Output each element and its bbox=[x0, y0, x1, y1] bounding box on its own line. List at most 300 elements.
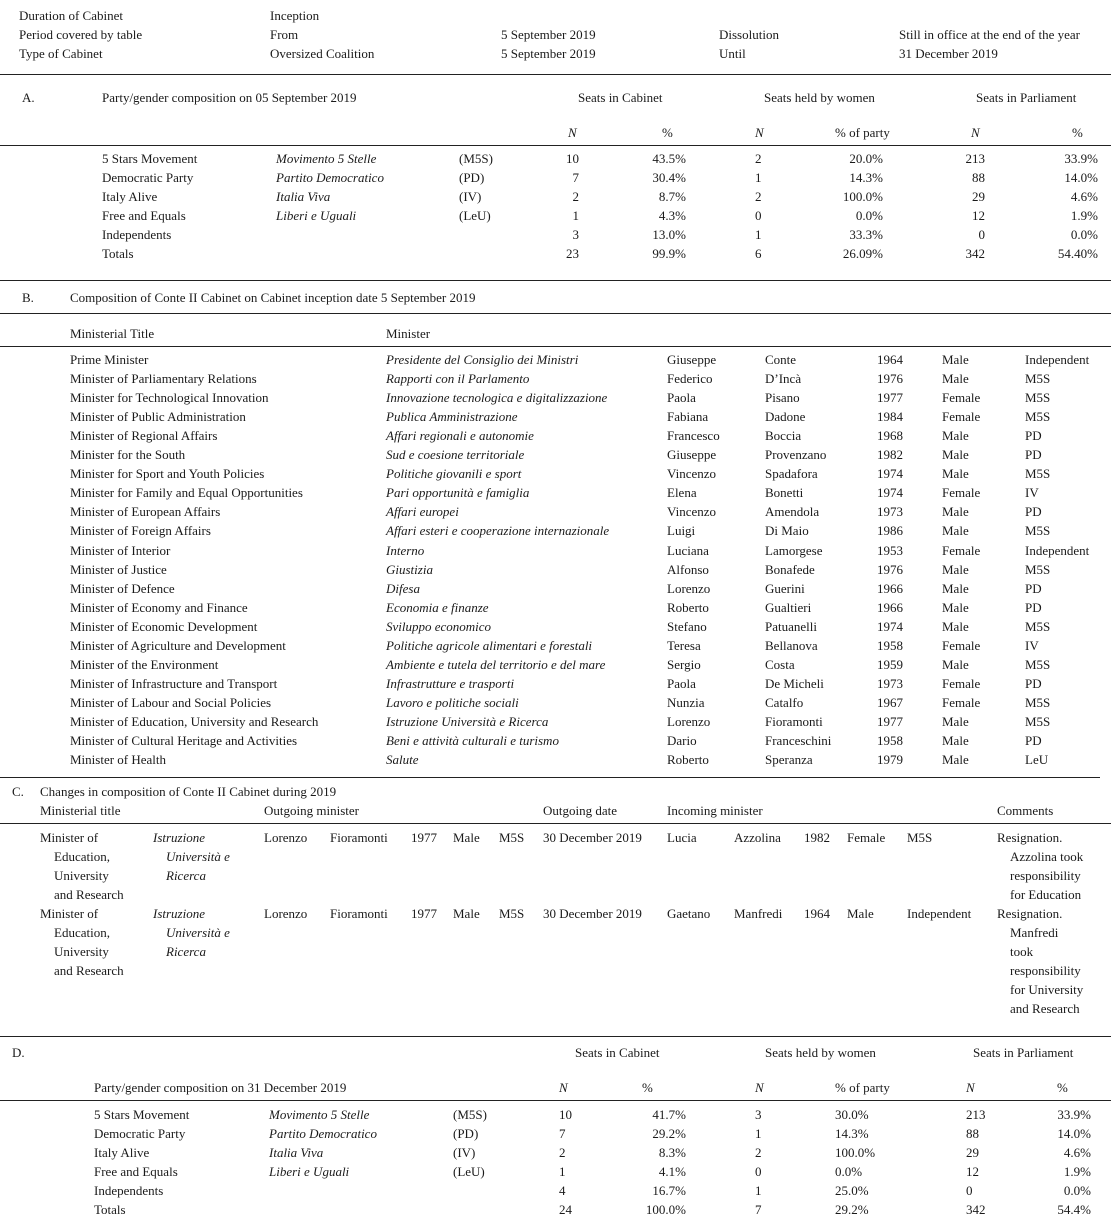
minister-first-name: Nunzia bbox=[667, 694, 705, 710]
cabinet-pct: 4.1% bbox=[658, 1164, 686, 1179]
parliament-seats: 12 bbox=[966, 1164, 979, 1179]
outgoing-last-name: Fioramonti bbox=[330, 906, 388, 921]
change-comment: for Education bbox=[1010, 887, 1082, 902]
minister-party: M5S bbox=[1025, 561, 1051, 577]
change-comment: Resignation. bbox=[997, 830, 1063, 845]
inception-date: 5 September 2019 bbox=[501, 27, 596, 42]
change-ministerial-title: University bbox=[54, 868, 109, 883]
minister-first-name: Vincenzo bbox=[667, 466, 717, 482]
ministerial-title: Minister of Agriculture and Development bbox=[70, 637, 286, 653]
cabinet-seats: 3 bbox=[572, 227, 579, 242]
party-abbr: (PD) bbox=[453, 1126, 479, 1141]
cabinet-seats: 10 bbox=[566, 151, 579, 166]
minister-gender: Female bbox=[942, 390, 981, 406]
minister-party: M5S bbox=[1025, 713, 1051, 729]
party-name: Democratic Party bbox=[94, 1126, 186, 1141]
change-ministerial-title: Minister of bbox=[40, 830, 99, 845]
change-ministerial-title: Minister of bbox=[40, 906, 99, 921]
ministry-italian: Affari europei bbox=[386, 504, 459, 520]
minister-first-name: Federico bbox=[667, 371, 713, 387]
ministry-italian: Sviluppo economico bbox=[386, 618, 492, 634]
women-seats: 1 bbox=[755, 1126, 762, 1141]
change-ministerial-title: and Research bbox=[54, 963, 124, 978]
section-c-col-comments: Comments bbox=[997, 803, 1054, 818]
rule-c-header bbox=[0, 823, 1111, 824]
change-ministry-italian: Istruzione bbox=[153, 906, 205, 921]
minister-last-name: Pisano bbox=[765, 390, 800, 406]
minister-birth-year: 1958 bbox=[877, 637, 903, 653]
minister-last-name: De Micheli bbox=[765, 675, 824, 691]
minister-gender: Female bbox=[942, 542, 981, 558]
ministry-italian: Ambiente e tutela del territorio e del mare bbox=[386, 656, 606, 672]
minister-last-name: Gualtieri bbox=[765, 599, 812, 615]
rule-header bbox=[0, 74, 1111, 75]
incoming-birth-year: 1964 bbox=[804, 906, 830, 921]
dissolution-label: Dissolution bbox=[719, 27, 779, 42]
minister-party: PD bbox=[1025, 428, 1042, 444]
ministerial-title: Minister for Technological Innovation bbox=[70, 390, 269, 406]
change-ministry-italian: Università e bbox=[166, 925, 230, 940]
ministry-italian: Lavoro e politiche sociali bbox=[386, 694, 519, 710]
cabinet-pct: 13.0% bbox=[652, 227, 686, 242]
minister-last-name: Amendola bbox=[765, 504, 820, 520]
parliament-pct: 33.9% bbox=[1064, 151, 1098, 166]
ministry-italian: Publica Amministrazione bbox=[386, 409, 518, 425]
outgoing-date: 30 December 2019 bbox=[543, 906, 642, 921]
minister-first-name: Teresa bbox=[667, 637, 701, 653]
parliament-pct: 54.40% bbox=[1057, 246, 1098, 261]
minister-party: PD bbox=[1025, 599, 1042, 615]
minister-birth-year: 1986 bbox=[877, 523, 903, 539]
party-name: 5 Stars Movement bbox=[94, 1107, 190, 1122]
section-d-col-cab-n: N bbox=[559, 1080, 568, 1095]
cabinet-seats: 4 bbox=[559, 1183, 566, 1198]
change-comment: Resignation. bbox=[997, 906, 1063, 921]
party-abbr: (M5S) bbox=[453, 1107, 487, 1122]
minister-last-name: Bellanova bbox=[765, 637, 818, 653]
cabinet-seats: 2 bbox=[572, 189, 579, 204]
parliament-pct: 33.9% bbox=[1057, 1107, 1091, 1122]
section-a-col-w-n: N bbox=[755, 125, 764, 140]
minister-last-name: D’Incà bbox=[765, 371, 802, 387]
duration-label: Duration of Cabinet bbox=[19, 8, 123, 23]
change-ministry-italian: Università e bbox=[166, 849, 230, 864]
minister-birth-year: 1982 bbox=[877, 447, 903, 463]
minister-birth-year: 1959 bbox=[877, 656, 903, 672]
party-name: Italy Alive bbox=[102, 189, 158, 204]
section-c-title: Changes in composition of Conte II Cabinet during 2019 bbox=[40, 784, 337, 799]
women-seats: 2 bbox=[755, 151, 762, 166]
ministerial-title: Minister of Parliamentary Relations bbox=[70, 371, 257, 387]
minister-party: M5S bbox=[1025, 618, 1051, 634]
women-pct: 100.0% bbox=[842, 189, 883, 204]
minister-party: PD bbox=[1025, 580, 1042, 596]
ministerial-title: Minister of Infrastructure and Transport bbox=[70, 675, 278, 691]
minister-birth-year: 1968 bbox=[877, 428, 903, 444]
type-value: Oversized Coalition bbox=[270, 46, 375, 61]
cabinet-pct: 41.7% bbox=[652, 1107, 686, 1122]
ministerial-title: Minister for Sport and Youth Policies bbox=[70, 466, 265, 482]
party-name: Independents bbox=[102, 227, 172, 242]
women-pct: 0.0% bbox=[835, 1164, 863, 1179]
ministerial-title: Minister of Economic Development bbox=[70, 618, 258, 634]
change-comment: took bbox=[1010, 944, 1034, 959]
party-name: Free and Equals bbox=[102, 208, 186, 223]
section-b-col-title: Ministerial Title bbox=[70, 326, 155, 341]
section-d-col-w-pct: % of party bbox=[835, 1080, 890, 1095]
minister-birth-year: 1967 bbox=[877, 694, 903, 710]
minister-birth-year: 1974 bbox=[877, 466, 903, 482]
minister-first-name: Luigi bbox=[667, 523, 696, 539]
rule-c-end bbox=[0, 1036, 1111, 1037]
parliament-seats: 342 bbox=[966, 1202, 986, 1217]
parliament-seats: 29 bbox=[966, 1145, 979, 1160]
ministerial-title: Minister of European Affairs bbox=[70, 504, 221, 520]
ministry-italian: Presidente del Consiglio dei Ministri bbox=[386, 352, 579, 367]
minister-first-name: Sergio bbox=[667, 656, 701, 672]
minister-gender: Male bbox=[942, 352, 969, 367]
outgoing-first-name: Lorenzo bbox=[264, 906, 308, 921]
outgoing-date: 30 December 2019 bbox=[543, 830, 642, 845]
party-name-italian: Italia Viva bbox=[269, 1145, 324, 1160]
ministry-italian: Rapporti con il Parlamento bbox=[386, 371, 530, 387]
section-c-col-outgoing: Outgoing minister bbox=[264, 803, 359, 818]
minister-last-name: Costa bbox=[765, 656, 795, 672]
women-pct: 100.0% bbox=[835, 1145, 876, 1160]
section-a-letter: A. bbox=[22, 90, 35, 105]
section-c-col-title: Ministerial title bbox=[40, 803, 121, 818]
minister-first-name: Francesco bbox=[667, 428, 720, 444]
change-ministerial-title: and Research bbox=[54, 887, 124, 902]
rule-b-end bbox=[0, 777, 1100, 778]
section-a-group-parliament: Seats in Parliament bbox=[976, 90, 1077, 105]
women-pct: 14.3% bbox=[835, 1126, 869, 1141]
section-d-group-women: Seats held by women bbox=[765, 1045, 876, 1060]
ministry-italian: Pari opportunità e famiglia bbox=[386, 485, 530, 501]
outgoing-birth-year: 1977 bbox=[411, 906, 437, 921]
minister-gender: Female bbox=[942, 409, 981, 425]
ministerial-title: Minister of Foreign Affairs bbox=[70, 523, 211, 539]
section-d-group-parliament: Seats in Parliament bbox=[973, 1045, 1074, 1060]
minister-gender: Male bbox=[942, 447, 969, 463]
minister-first-name: Stefano bbox=[667, 618, 707, 634]
minister-first-name: Dario bbox=[667, 733, 697, 748]
outgoing-first-name: Lorenzo bbox=[264, 830, 308, 845]
women-seats: 0 bbox=[755, 208, 762, 223]
section-d-title: Party/gender composition on 31 December 2019 bbox=[94, 1080, 347, 1095]
ministry-italian: Economia e finanze bbox=[386, 599, 489, 615]
section-d-col-p-pct: % bbox=[1057, 1080, 1068, 1095]
until-label: Until bbox=[719, 46, 746, 61]
section-b-letter: B. bbox=[22, 290, 34, 305]
ministry-italian: Difesa bbox=[386, 580, 420, 596]
women-pct: 14.3% bbox=[849, 170, 883, 185]
minister-first-name: Fabiana bbox=[667, 409, 709, 425]
incoming-gender: Male bbox=[847, 906, 874, 921]
women-pct: 30.0% bbox=[835, 1107, 869, 1122]
ministerial-title: Prime Minister bbox=[70, 352, 149, 367]
minister-last-name: Lamorgese bbox=[765, 542, 823, 558]
parliament-seats: 213 bbox=[966, 1107, 986, 1122]
minister-party: Independent bbox=[1025, 542, 1090, 558]
minister-birth-year: 1977 bbox=[877, 713, 903, 729]
ministry-italian: Infrastrutture e trasporti bbox=[386, 675, 515, 691]
ministerial-title: Minister of Public Administration bbox=[70, 409, 246, 425]
ministerial-title: Minister of Cultural Heritage and Activities bbox=[70, 733, 298, 748]
women-pct: 29.2% bbox=[835, 1202, 869, 1217]
ministerial-title: Minister for Family and Equal Opportunities bbox=[70, 485, 303, 501]
incoming-last-name: Azzolina bbox=[734, 830, 781, 845]
minister-birth-year: 1964 bbox=[877, 352, 903, 367]
minister-gender: Female bbox=[942, 694, 981, 710]
ministerial-title: Minister of Education, University and Research bbox=[70, 713, 319, 729]
ministry-italian: Innovazione tecnologica e digitalizzazione bbox=[386, 390, 608, 406]
minister-last-name: Bonetti bbox=[765, 485, 804, 501]
minister-party: PD bbox=[1025, 447, 1042, 463]
parliament-seats: 88 bbox=[972, 170, 985, 185]
minister-gender: Male bbox=[942, 713, 969, 729]
minister-first-name: Lorenzo bbox=[667, 580, 711, 596]
minister-birth-year: 1973 bbox=[877, 504, 903, 520]
cabinet-seats: 7 bbox=[559, 1126, 566, 1141]
parliament-pct: 1.9% bbox=[1070, 208, 1098, 223]
parliament-seats: 88 bbox=[966, 1126, 979, 1141]
cabinet-seats: 10 bbox=[559, 1107, 572, 1122]
party-name-italian: Liberi e Uguali bbox=[276, 208, 357, 223]
party-name-italian: Liberi e Uguali bbox=[269, 1164, 350, 1179]
party-name: 5 Stars Movement bbox=[102, 151, 198, 166]
ministry-italian: Istruzione Università e Ricerca bbox=[386, 713, 549, 729]
ministry-italian: Politiche giovanili e sport bbox=[386, 466, 522, 482]
women-seats: 2 bbox=[755, 189, 762, 204]
minister-birth-year: 1976 bbox=[877, 371, 903, 387]
cabinet-seats: 1 bbox=[559, 1164, 566, 1179]
section-a-col-p-n: N bbox=[971, 125, 980, 140]
minister-gender: Male bbox=[942, 523, 969, 539]
incoming-last-name: Manfredi bbox=[734, 906, 783, 921]
type-label: Type of Cabinet bbox=[19, 46, 103, 61]
section-a-col-cab-n: N bbox=[568, 125, 577, 140]
minister-party: M5S bbox=[1025, 409, 1051, 425]
women-seats: 0 bbox=[755, 1164, 762, 1179]
incoming-party: M5S bbox=[907, 830, 933, 845]
minister-gender: Female bbox=[942, 637, 981, 653]
minister-first-name: Luciana bbox=[667, 542, 709, 558]
minister-birth-year: 1953 bbox=[877, 542, 903, 558]
women-pct: 0.0% bbox=[855, 208, 883, 223]
parliament-seats: 29 bbox=[972, 189, 985, 204]
ministry-italian: Sud e coesione territoriale bbox=[386, 447, 525, 463]
minister-first-name: Vincenzo bbox=[667, 504, 717, 520]
change-comment: Manfredi bbox=[1010, 925, 1059, 940]
women-pct: 20.0% bbox=[849, 151, 883, 166]
parliament-seats: 0 bbox=[978, 227, 985, 242]
minister-gender: Female bbox=[942, 485, 981, 501]
minister-birth-year: 1977 bbox=[877, 390, 903, 406]
parliament-pct: 0.0% bbox=[1063, 1183, 1091, 1198]
minister-party: M5S bbox=[1025, 694, 1051, 710]
change-comment: and Research bbox=[1010, 1001, 1080, 1016]
section-b-col-minister: Minister bbox=[386, 326, 431, 341]
minister-birth-year: 1966 bbox=[877, 580, 903, 596]
change-comment: Azzolina took bbox=[1010, 849, 1084, 864]
cabinet-seats: 2 bbox=[559, 1145, 566, 1160]
parliament-pct: 0.0% bbox=[1070, 227, 1098, 242]
minister-gender: Male bbox=[942, 371, 969, 387]
minister-last-name: Dadone bbox=[765, 409, 806, 425]
women-seats: 1 bbox=[755, 227, 762, 242]
from-label: From bbox=[270, 27, 299, 42]
ministerial-title: Minister of the Environment bbox=[70, 656, 219, 672]
change-comment: for University bbox=[1010, 982, 1084, 997]
ministerial-title: Minister of Defence bbox=[70, 580, 175, 596]
party-name: Totals bbox=[102, 246, 134, 261]
parliament-pct: 1.9% bbox=[1063, 1164, 1091, 1179]
period-label: Period covered by table bbox=[19, 27, 143, 42]
minister-first-name: Elena bbox=[667, 485, 697, 501]
section-c-col-incoming: Incoming minister bbox=[667, 803, 763, 818]
minister-party: M5S bbox=[1025, 371, 1051, 387]
minister-party: M5S bbox=[1025, 523, 1051, 539]
minister-gender: Male bbox=[942, 752, 969, 768]
minister-last-name: Fioramonti bbox=[765, 713, 823, 729]
ministerial-title: Minister of Regional Affairs bbox=[70, 428, 218, 444]
section-d-col-w-n: N bbox=[755, 1080, 764, 1095]
minister-last-name: Bonafede bbox=[765, 561, 815, 577]
cabinet-pct: 43.5% bbox=[652, 151, 686, 166]
minister-birth-year: 1966 bbox=[877, 599, 903, 615]
minister-first-name: Giuseppe bbox=[667, 447, 717, 463]
women-pct: 26.09% bbox=[842, 246, 883, 261]
women-seats: 1 bbox=[755, 170, 762, 185]
party-name: Democratic Party bbox=[102, 170, 194, 185]
minister-birth-year: 1958 bbox=[877, 733, 903, 748]
party-abbr: (M5S) bbox=[459, 151, 493, 166]
women-seats: 7 bbox=[755, 1202, 762, 1217]
cabinet-seats: 23 bbox=[566, 246, 579, 261]
ministerial-title: Minister of Health bbox=[70, 752, 167, 768]
minister-last-name: Di Maio bbox=[765, 523, 809, 539]
incoming-first-name: Gaetano bbox=[667, 906, 711, 921]
minister-gender: Male bbox=[942, 466, 969, 482]
section-d-letter: D. bbox=[12, 1045, 25, 1060]
minister-party: IV bbox=[1025, 637, 1039, 653]
rule-b-header bbox=[0, 346, 1111, 347]
ministerial-title: Minister of Economy and Finance bbox=[70, 599, 248, 615]
parliament-pct: 4.6% bbox=[1070, 189, 1098, 204]
change-ministry-italian: Ricerca bbox=[166, 944, 206, 959]
ministry-italian: Interno bbox=[386, 542, 425, 558]
minister-gender: Male bbox=[942, 618, 969, 634]
women-pct: 33.3% bbox=[849, 227, 883, 242]
ministerial-title: Minister of Interior bbox=[70, 542, 171, 558]
change-ministerial-title: Education, bbox=[54, 849, 110, 864]
section-a-col-cab-pct: % bbox=[662, 125, 673, 140]
minister-gender: Female bbox=[942, 675, 981, 691]
minister-party: PD bbox=[1025, 675, 1042, 691]
cabinet-pct: 99.9% bbox=[652, 246, 686, 261]
section-b-title: Composition of Conte II Cabinet on Cabinet inception date 5 September 2019 bbox=[70, 290, 476, 305]
women-seats: 2 bbox=[755, 1145, 762, 1160]
women-seats: 3 bbox=[755, 1107, 762, 1122]
ministry-italian: Giustizia bbox=[386, 561, 433, 577]
rule-a-end bbox=[0, 280, 1111, 281]
minister-first-name: Paola bbox=[667, 675, 696, 691]
ministerial-title: Minister of Labour and Social Policies bbox=[70, 694, 272, 710]
cabinet-pct: 4.3% bbox=[658, 208, 686, 223]
women-seats: 6 bbox=[755, 246, 762, 261]
minister-party: M5S bbox=[1025, 656, 1051, 672]
party-name: Independents bbox=[94, 1183, 164, 1198]
ministry-italian: Affari esteri e cooperazione internazionale bbox=[386, 523, 610, 539]
minister-party: M5S bbox=[1025, 466, 1051, 482]
party-name-italian: Partito Democratico bbox=[269, 1126, 377, 1141]
parliament-seats: 342 bbox=[965, 246, 985, 261]
minister-gender: Male bbox=[942, 733, 969, 748]
minister-birth-year: 1974 bbox=[877, 618, 903, 634]
parliament-seats: 12 bbox=[972, 208, 985, 223]
incoming-first-name: Lucia bbox=[667, 830, 697, 845]
outgoing-party: M5S bbox=[499, 906, 525, 921]
parliament-pct: 54.4% bbox=[1057, 1202, 1091, 1217]
party-abbr: (LeU) bbox=[453, 1164, 485, 1179]
section-d-group-cabinet: Seats in Cabinet bbox=[575, 1045, 660, 1060]
section-c-letter: C. bbox=[12, 784, 24, 799]
ministry-italian: Politiche agricole alimentari e forestali bbox=[386, 637, 593, 653]
parliament-seats: 0 bbox=[966, 1183, 973, 1198]
section-a-group-women: Seats held by women bbox=[764, 90, 875, 105]
minister-last-name: Franceschini bbox=[765, 733, 832, 748]
incoming-party: Independent bbox=[907, 906, 972, 921]
minister-last-name: Catalfo bbox=[765, 694, 804, 710]
ministry-italian: Affari regionali e autonomie bbox=[386, 428, 534, 444]
parliament-pct: 4.6% bbox=[1063, 1145, 1091, 1160]
party-abbr: (IV) bbox=[459, 189, 482, 204]
minister-last-name: Boccia bbox=[765, 428, 802, 444]
change-ministerial-title: University bbox=[54, 944, 109, 959]
section-a-title: Party/gender composition on 05 September 2019 bbox=[102, 90, 357, 105]
section-a-col-w-pct: % of party bbox=[835, 125, 890, 140]
cabinet-pct: 30.4% bbox=[652, 170, 686, 185]
outgoing-gender: Male bbox=[453, 830, 480, 845]
ministerial-title: Minister for the South bbox=[70, 447, 186, 463]
minister-last-name: Provenzano bbox=[765, 447, 827, 463]
outgoing-gender: Male bbox=[453, 906, 480, 921]
party-abbr: (LeU) bbox=[459, 208, 491, 223]
minister-birth-year: 1984 bbox=[877, 409, 903, 425]
minister-birth-year: 1979 bbox=[877, 752, 903, 768]
outgoing-birth-year: 1977 bbox=[411, 830, 437, 845]
party-abbr: (IV) bbox=[453, 1145, 476, 1160]
rule-d-header bbox=[0, 1100, 1111, 1101]
minister-last-name: Guerini bbox=[765, 580, 805, 596]
inception-label: Inception bbox=[270, 8, 320, 23]
party-name-italian: Italia Viva bbox=[276, 189, 331, 204]
section-a-group-cabinet: Seats in Cabinet bbox=[578, 90, 663, 105]
party-abbr: (PD) bbox=[459, 170, 485, 185]
parliament-seats: 213 bbox=[965, 151, 985, 166]
change-ministry-italian: Ricerca bbox=[166, 868, 206, 883]
parliament-pct: 14.0% bbox=[1057, 1126, 1091, 1141]
cabinet-seats: 7 bbox=[572, 170, 579, 185]
women-seats: 1 bbox=[755, 1183, 762, 1198]
ministry-italian: Salute bbox=[386, 752, 419, 768]
rule-a-header bbox=[0, 145, 1111, 146]
outgoing-last-name: Fioramonti bbox=[330, 830, 388, 845]
change-ministerial-title: Education, bbox=[54, 925, 110, 940]
minister-party: Independent bbox=[1025, 352, 1090, 367]
cabinet-pct: 8.3% bbox=[658, 1145, 686, 1160]
